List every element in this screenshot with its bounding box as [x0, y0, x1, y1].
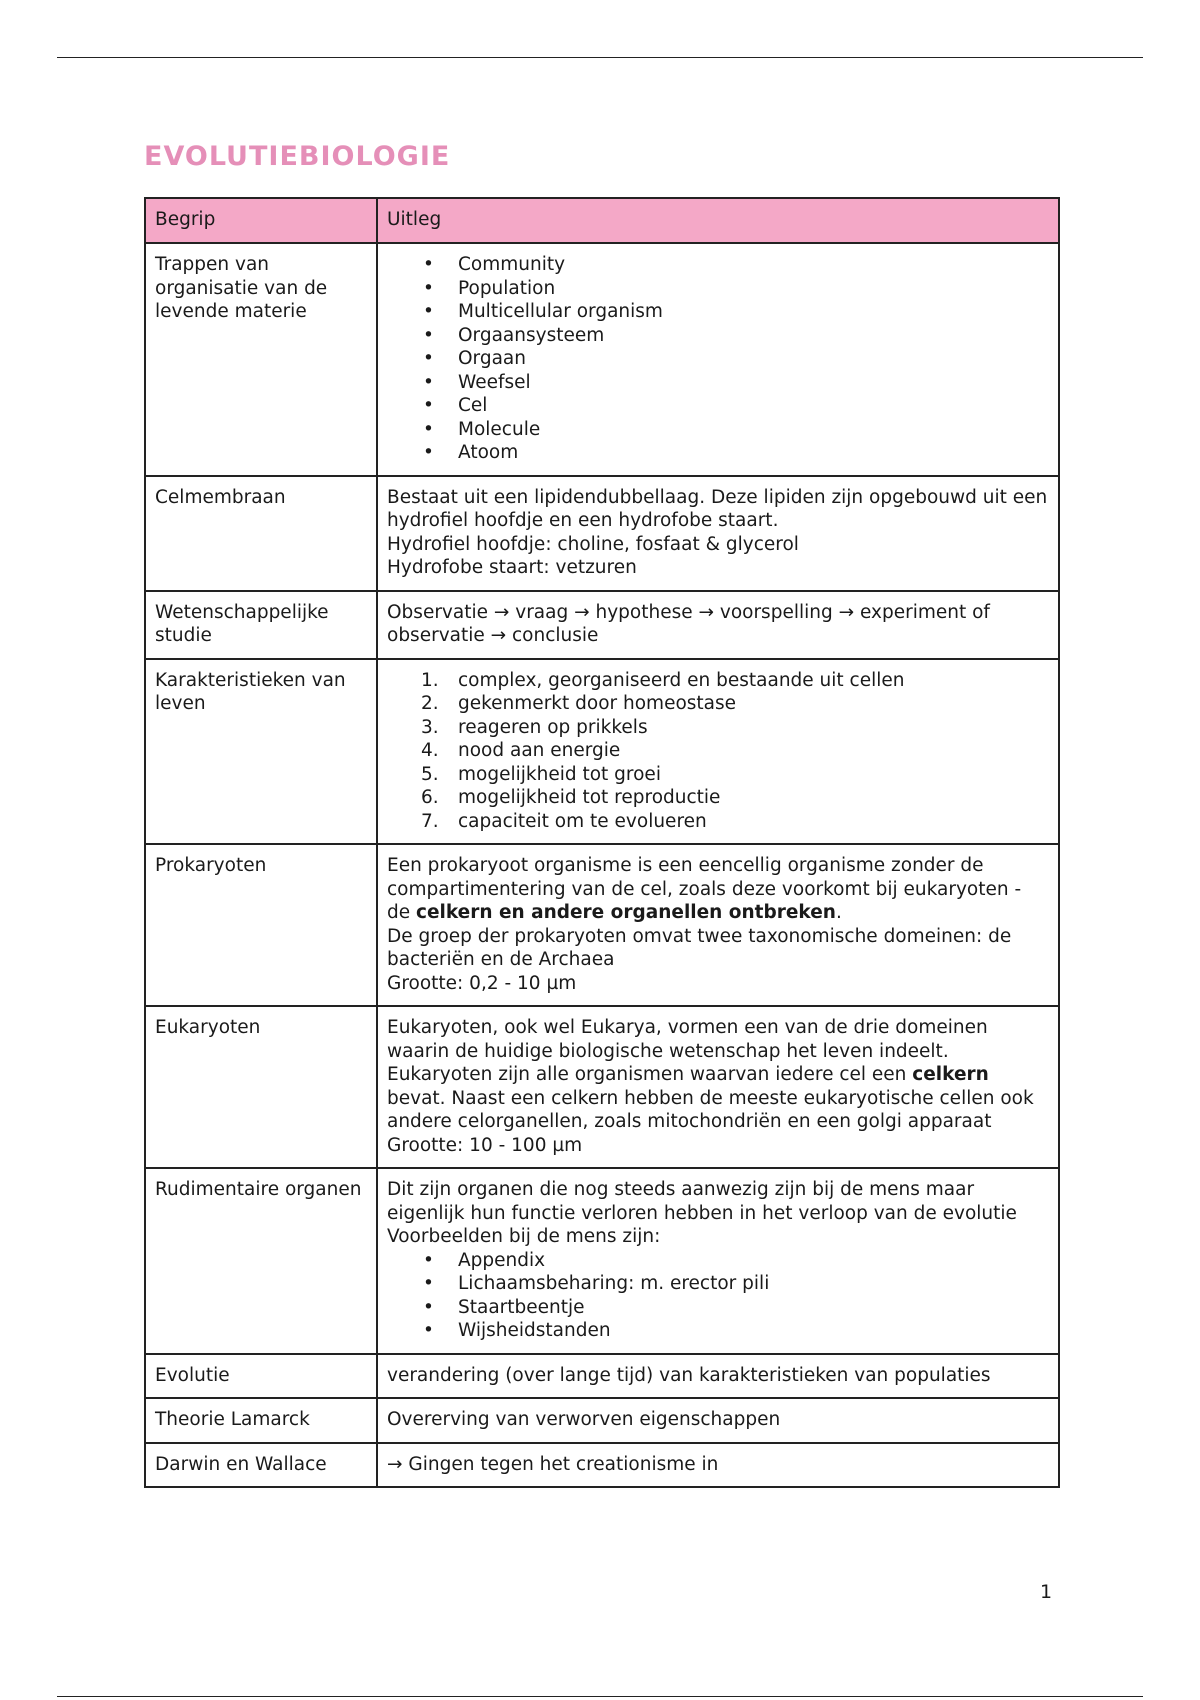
bold-emphasis: celkern en andere organellen ontbreken [416, 902, 836, 923]
list-item: • Staartbeentje [423, 1296, 585, 1318]
list-item: • Lichaamsbeharing: m. erector pili [423, 1273, 770, 1294]
text-line: Grootte: 0,2 - 10 µm [387, 972, 577, 994]
list-item: • Multicellular organism [423, 301, 663, 322]
list-item: • Molecule [423, 418, 541, 440]
table-row [145, 1443, 1059, 1488]
list-item: 2. gekenmerkt door homeostase [421, 693, 737, 714]
explanation-cell [377, 1006, 1059, 1168]
list-item: • Cel [423, 395, 488, 416]
explanation-cell [377, 844, 1059, 1006]
table-header-row [145, 198, 1059, 243]
term-cell: Eukaryoten [145, 1006, 377, 1168]
table-row [145, 591, 1059, 659]
explanation-cell [377, 476, 1059, 591]
table-row [145, 1354, 1059, 1399]
explanation-cell: verandering (over lange tijd) van karakteristieken van populaties [377, 1354, 1059, 1399]
explanation-cell [377, 659, 1059, 845]
list-item: • Orgaan [423, 348, 526, 369]
explanation-cell: Observatie → vraag → hypothese → voorspelling → experiment of observatie → conclusie [377, 591, 1059, 659]
term-cell: Celmembraan [145, 476, 377, 591]
text-line: Eukaryoten, ook wel Eukarya, vormen een van de drie domeinen waarin de huidige biologische wetenschap het leven indeelt. [387, 1017, 988, 1062]
text-line: Hydrofobe staart: vetzuren [387, 557, 637, 578]
text-line: Hydrofiel hoofdje: choline, fosfaat & glycerol [387, 533, 799, 555]
organization-levels-list [387, 253, 1049, 465]
explanation-cell [377, 243, 1059, 476]
table-row [145, 476, 1059, 591]
list-item: 1. complex, georganiseerd en bestaande uit cellen [421, 669, 905, 691]
explanation-cell: Overerving van verworven eigenschappen [377, 1398, 1059, 1443]
table-row [145, 659, 1059, 845]
text-line: De groep der prokaryoten omvat twee taxonomische domeinen: de bacteriën en de Archaea [387, 925, 1012, 970]
text-line: Eukaryoten zijn alle organismen waarvan iedere cel een celkern bevat. Naast een celkern hebben de meeste eukaryotische cellen ook andere celorganellen, zoals mitochondriën en een golgi apparaat [387, 1064, 1034, 1132]
term-cell: Karakteristieken van leven [145, 659, 377, 845]
text-line: Bestaat uit een lipidendubbellaag. Deze lipiden zijn opgebouwd uit een hydrofiel hoofdje en een hydrofobe staart. [387, 486, 1048, 531]
page-title: EVOLUTIEBIOLOGIE [144, 141, 451, 172]
list-item: 3. reageren op prikkels [421, 716, 648, 738]
list-item: • Population [423, 277, 556, 299]
page-number: 1 [1040, 1581, 1053, 1603]
text-line: Grootte: 10 - 100 µm [387, 1134, 583, 1156]
term-cell: Trappen van organisatie van de levende materie [145, 243, 377, 476]
list-item: • Community [423, 254, 566, 275]
rudimentary-organs-list [387, 1249, 1049, 1343]
table-row [145, 1398, 1059, 1443]
term-cell: Prokaryoten [145, 844, 377, 1006]
top-rule [57, 57, 1143, 58]
table-row [145, 1168, 1059, 1354]
bottom-rule [57, 1696, 1143, 1697]
term-cell: Darwin en Wallace [145, 1443, 377, 1488]
table-row [145, 243, 1059, 476]
life-characteristics-list [387, 669, 1049, 834]
term-cell: Wetenschappelijke studie [145, 591, 377, 659]
term-cell: Rudimentaire organen [145, 1168, 377, 1354]
term-cell: Theorie Lamarck [145, 1398, 377, 1443]
explanation-cell: → Gingen tegen het creationisme in [377, 1443, 1059, 1488]
list-item: 5. mogelijkheid tot groei [421, 763, 661, 785]
bold-emphasis: celkern [912, 1064, 989, 1085]
list-item: 7. capaciteit om te evolueren [421, 810, 707, 832]
list-item: • Wijsheidstanden [423, 1320, 611, 1341]
header-explanation: Uitleg [377, 198, 1059, 243]
list-item: 4. nood aan energie [421, 740, 621, 761]
table-row [145, 844, 1059, 1006]
list-item: • Weefsel [423, 371, 531, 393]
list-item: • Appendix [423, 1249, 546, 1271]
term-cell: Evolutie [145, 1354, 377, 1399]
list-item: • Orgaansysteem [423, 324, 605, 346]
header-term: Begrip [145, 198, 377, 243]
text-line: Dit zijn organen die nog steeds aanwezig zijn bij de mens maar eigenlijk hun functie verloren hebben in het verloop van de evolutie [387, 1179, 1017, 1224]
list-item: • Atoom [423, 442, 519, 463]
text-line: Een prokaryoot organisme is een eencellig organisme zonder de compartimentering van de cel, zoals deze voorkomt bij eukaryoten - de celkern en andere organellen ontbreken. [387, 855, 1022, 923]
glossary-table [144, 197, 1060, 1488]
explanation-cell [377, 1168, 1059, 1354]
text-line: Voorbeelden bij de mens zijn: [387, 1226, 661, 1247]
table-row [145, 1006, 1059, 1168]
list-item: 6. mogelijkheid tot reproductie [421, 787, 721, 808]
